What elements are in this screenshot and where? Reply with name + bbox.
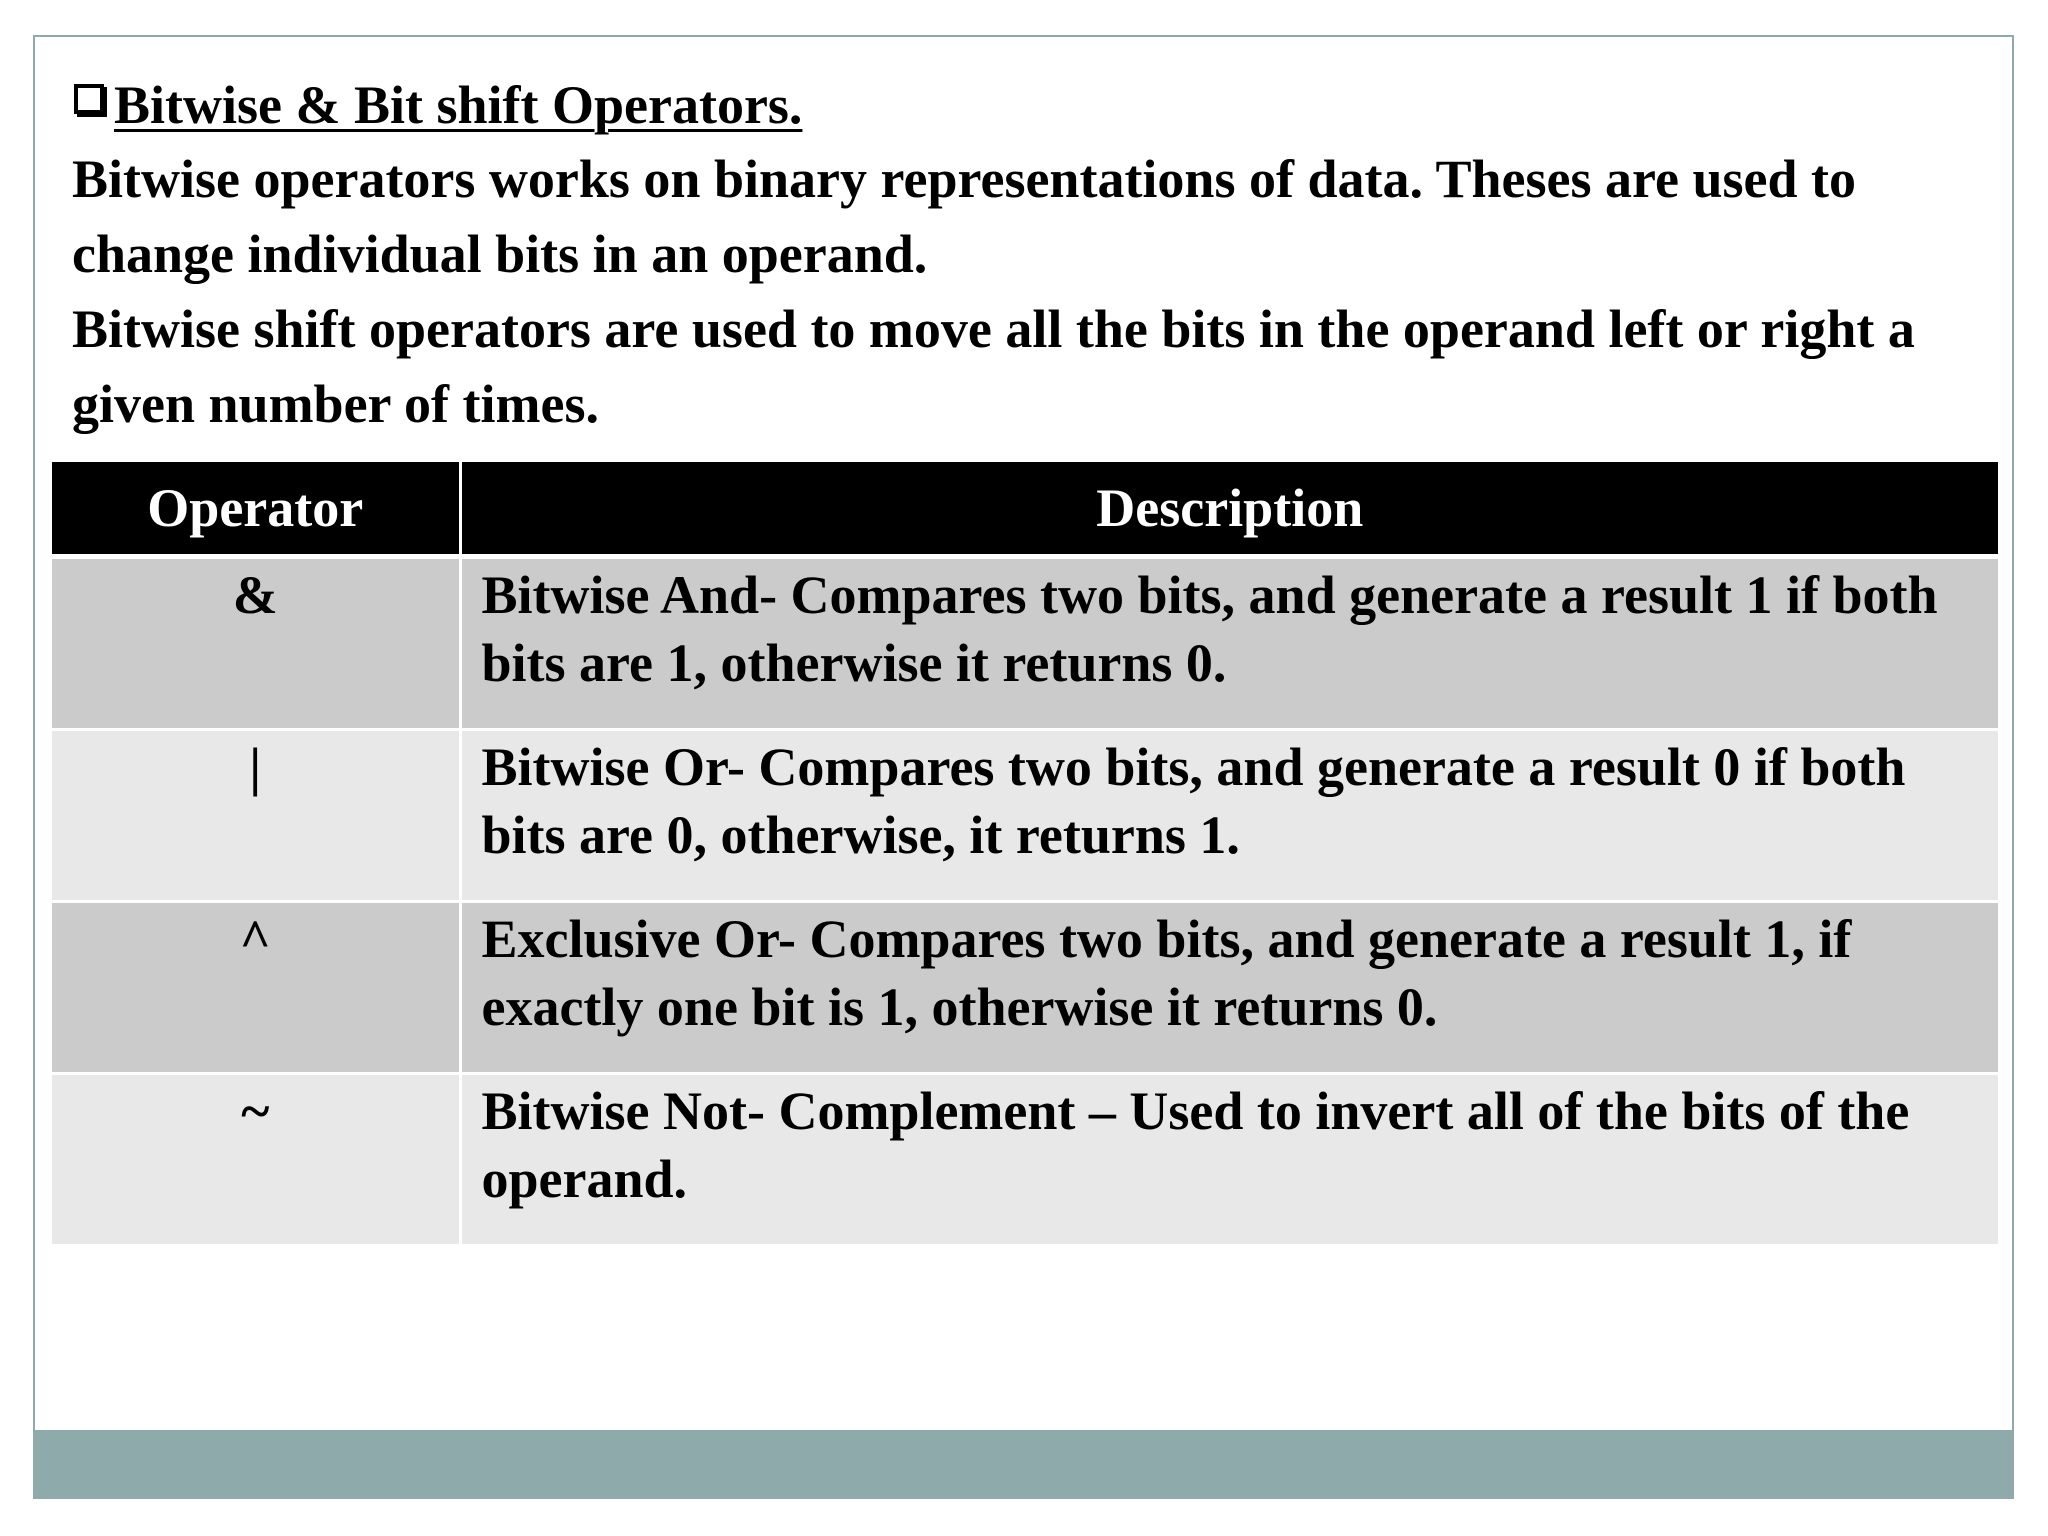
footer-band <box>33 1430 2014 1499</box>
table-row <box>52 730 1998 902</box>
description-cell: Bitwise Not- Complement – Used to invert all of the bits of the operand. <box>460 1074 1998 1246</box>
header-description: Description <box>460 462 1998 557</box>
table-header-row <box>52 462 1998 557</box>
slide-title-text: Bitwise & Bit shift Operators. <box>114 75 803 135</box>
table-row <box>52 902 1998 1074</box>
description-cell: Bitwise And- Compares two bits, and generate a result 1 if both bits are 1, otherwise it returns 0. <box>460 557 1998 730</box>
intro-paragraph: Bitwise operators works on binary representations of data. Theses are used to change individual bits in an operand. <box>72 149 1857 284</box>
operator-cell: | <box>52 730 460 902</box>
checkbox-icon <box>74 84 104 114</box>
table-row <box>52 1074 1998 1246</box>
slide-title <box>74 70 802 140</box>
operators-table <box>52 462 1998 1247</box>
header-operator: Operator <box>52 462 460 557</box>
operator-cell: ^ <box>52 902 460 1074</box>
description-cell: Bitwise Or- Compares two bits, and generate a result 0 if both bits are 0, otherwise, it returns 1. <box>460 730 1998 902</box>
operator-cell: & <box>52 557 460 730</box>
table-row <box>52 557 1998 730</box>
operator-cell: ~ <box>52 1074 460 1246</box>
intro-paragraph: Bitwise shift operators are used to move all the bits in the operand left or right a given number of times. <box>72 299 1915 434</box>
intro-text <box>72 142 1972 442</box>
description-cell: Exclusive Or- Compares two bits, and generate a result 1, if exactly one bit is 1, otherwise it returns 0. <box>460 902 1998 1074</box>
